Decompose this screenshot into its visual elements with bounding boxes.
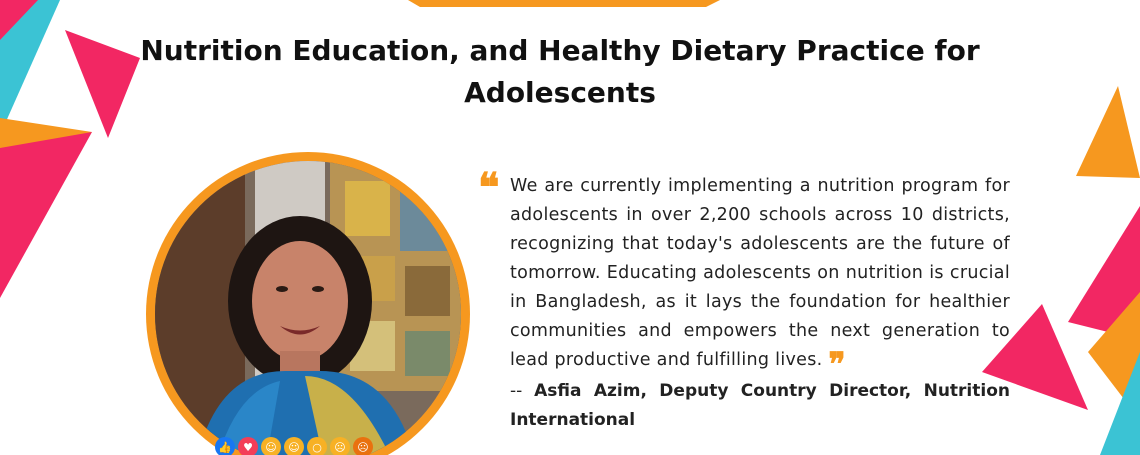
speaker-photo	[155, 161, 461, 455]
reaction-bar	[215, 437, 373, 455]
wow-icon[interactable]: ○	[307, 437, 327, 455]
speaker-photo-illustration	[155, 161, 461, 455]
care-icon[interactable]: ☺	[261, 437, 281, 455]
attribution-name: Asfia Azim, Deputy Country Director, Nutrition International	[510, 381, 1010, 430]
open-quote-icon: ❝	[478, 164, 500, 211]
testimonial-quote	[478, 164, 1010, 435]
sad-icon[interactable]: ☹	[330, 437, 350, 455]
close-quote-icon: ❞	[828, 345, 846, 383]
angry-icon[interactable]: ☹	[353, 437, 373, 455]
speaker-photo-frame	[146, 152, 470, 455]
left-pink-triangle-low	[0, 132, 92, 298]
page-title: Nutrition Education, and Healthy Dietary Practice for Adolescents	[140, 34, 980, 109]
heart-icon[interactable]: ♥	[238, 437, 258, 455]
quote-body	[510, 172, 1010, 383]
quote-text: We are currently implementing a nutrition program for adolescents in over 2,200 schools across 10 districts, recognizing that today's adolescents are the future of tomorrow. Educating adolescents on nutrition is crucial in Bangladesh, as it lays the foundation for healthier communities and empowers the next generation to lead productive and fulfilling lives.	[510, 176, 1010, 370]
attribution-dash: --	[510, 381, 535, 401]
top-orange-bar	[408, 0, 720, 7]
haha-icon[interactable]: ☺	[284, 437, 304, 455]
like-icon[interactable]: 👍	[215, 437, 235, 455]
quote-attribution	[510, 377, 1010, 435]
right-orange-triangle-top	[1076, 86, 1140, 178]
